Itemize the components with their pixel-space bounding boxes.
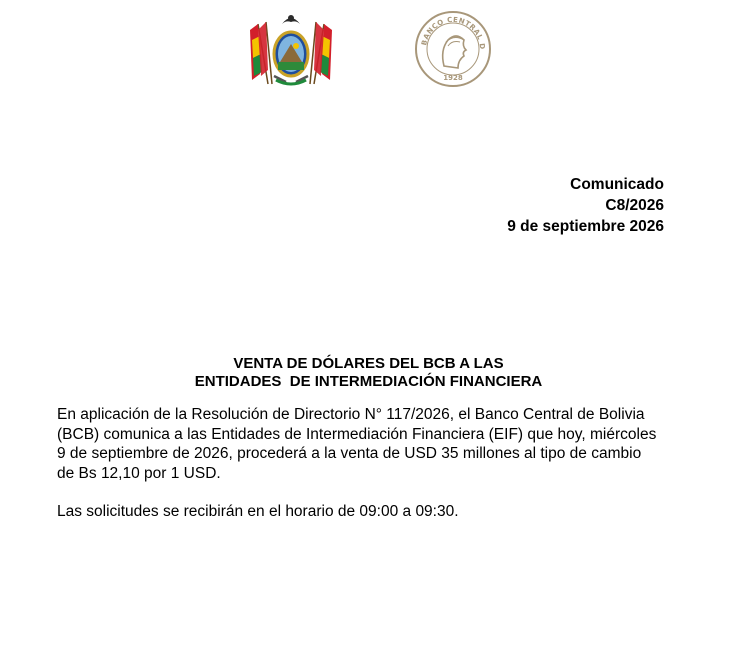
paragraph-1-line: 9 de septiembre de 2026, procederá a la venta de USD 35 millones al tipo de cambio	[57, 445, 642, 462]
paragraph-1-line: de Bs 12,10 por 1 USD.	[57, 464, 221, 482]
communique-number: C8/2026	[605, 197, 664, 214]
paragraph-1-line: (BCB) comunica a las Entidades de Intermediación Financiera (EIF) que hoy, miércoles	[57, 425, 657, 443]
seal-year: 1928	[443, 74, 463, 82]
paragraph-1-line: En aplicación de la Resolución de Directorio N° 117/2026, el Banco Central de Bolivia	[57, 406, 645, 423]
seal-text: BANCO CENTRAL D	[420, 15, 487, 50]
headline-line-1: VENTA DE DÓLARES DEL BCB A LAS	[233, 355, 504, 372]
reference-block	[507, 174, 664, 237]
bolivia-coat-of-arms-icon	[246, 10, 336, 88]
bcb-seal-icon	[414, 10, 492, 88]
communique-date: 9 de septiembre 2026	[507, 218, 664, 235]
paragraph-2: Las solicitudes se recibirán en el horario de 09:00 a 09:30.	[57, 503, 459, 520]
paragraph-1	[57, 405, 682, 483]
headline-line-2: ENTIDADES DE INTERMEDIACIÓN FINANCIERA	[194, 373, 543, 390]
headline	[0, 355, 735, 391]
communique-type: Comunicado	[570, 176, 664, 193]
body-text	[57, 405, 682, 522]
